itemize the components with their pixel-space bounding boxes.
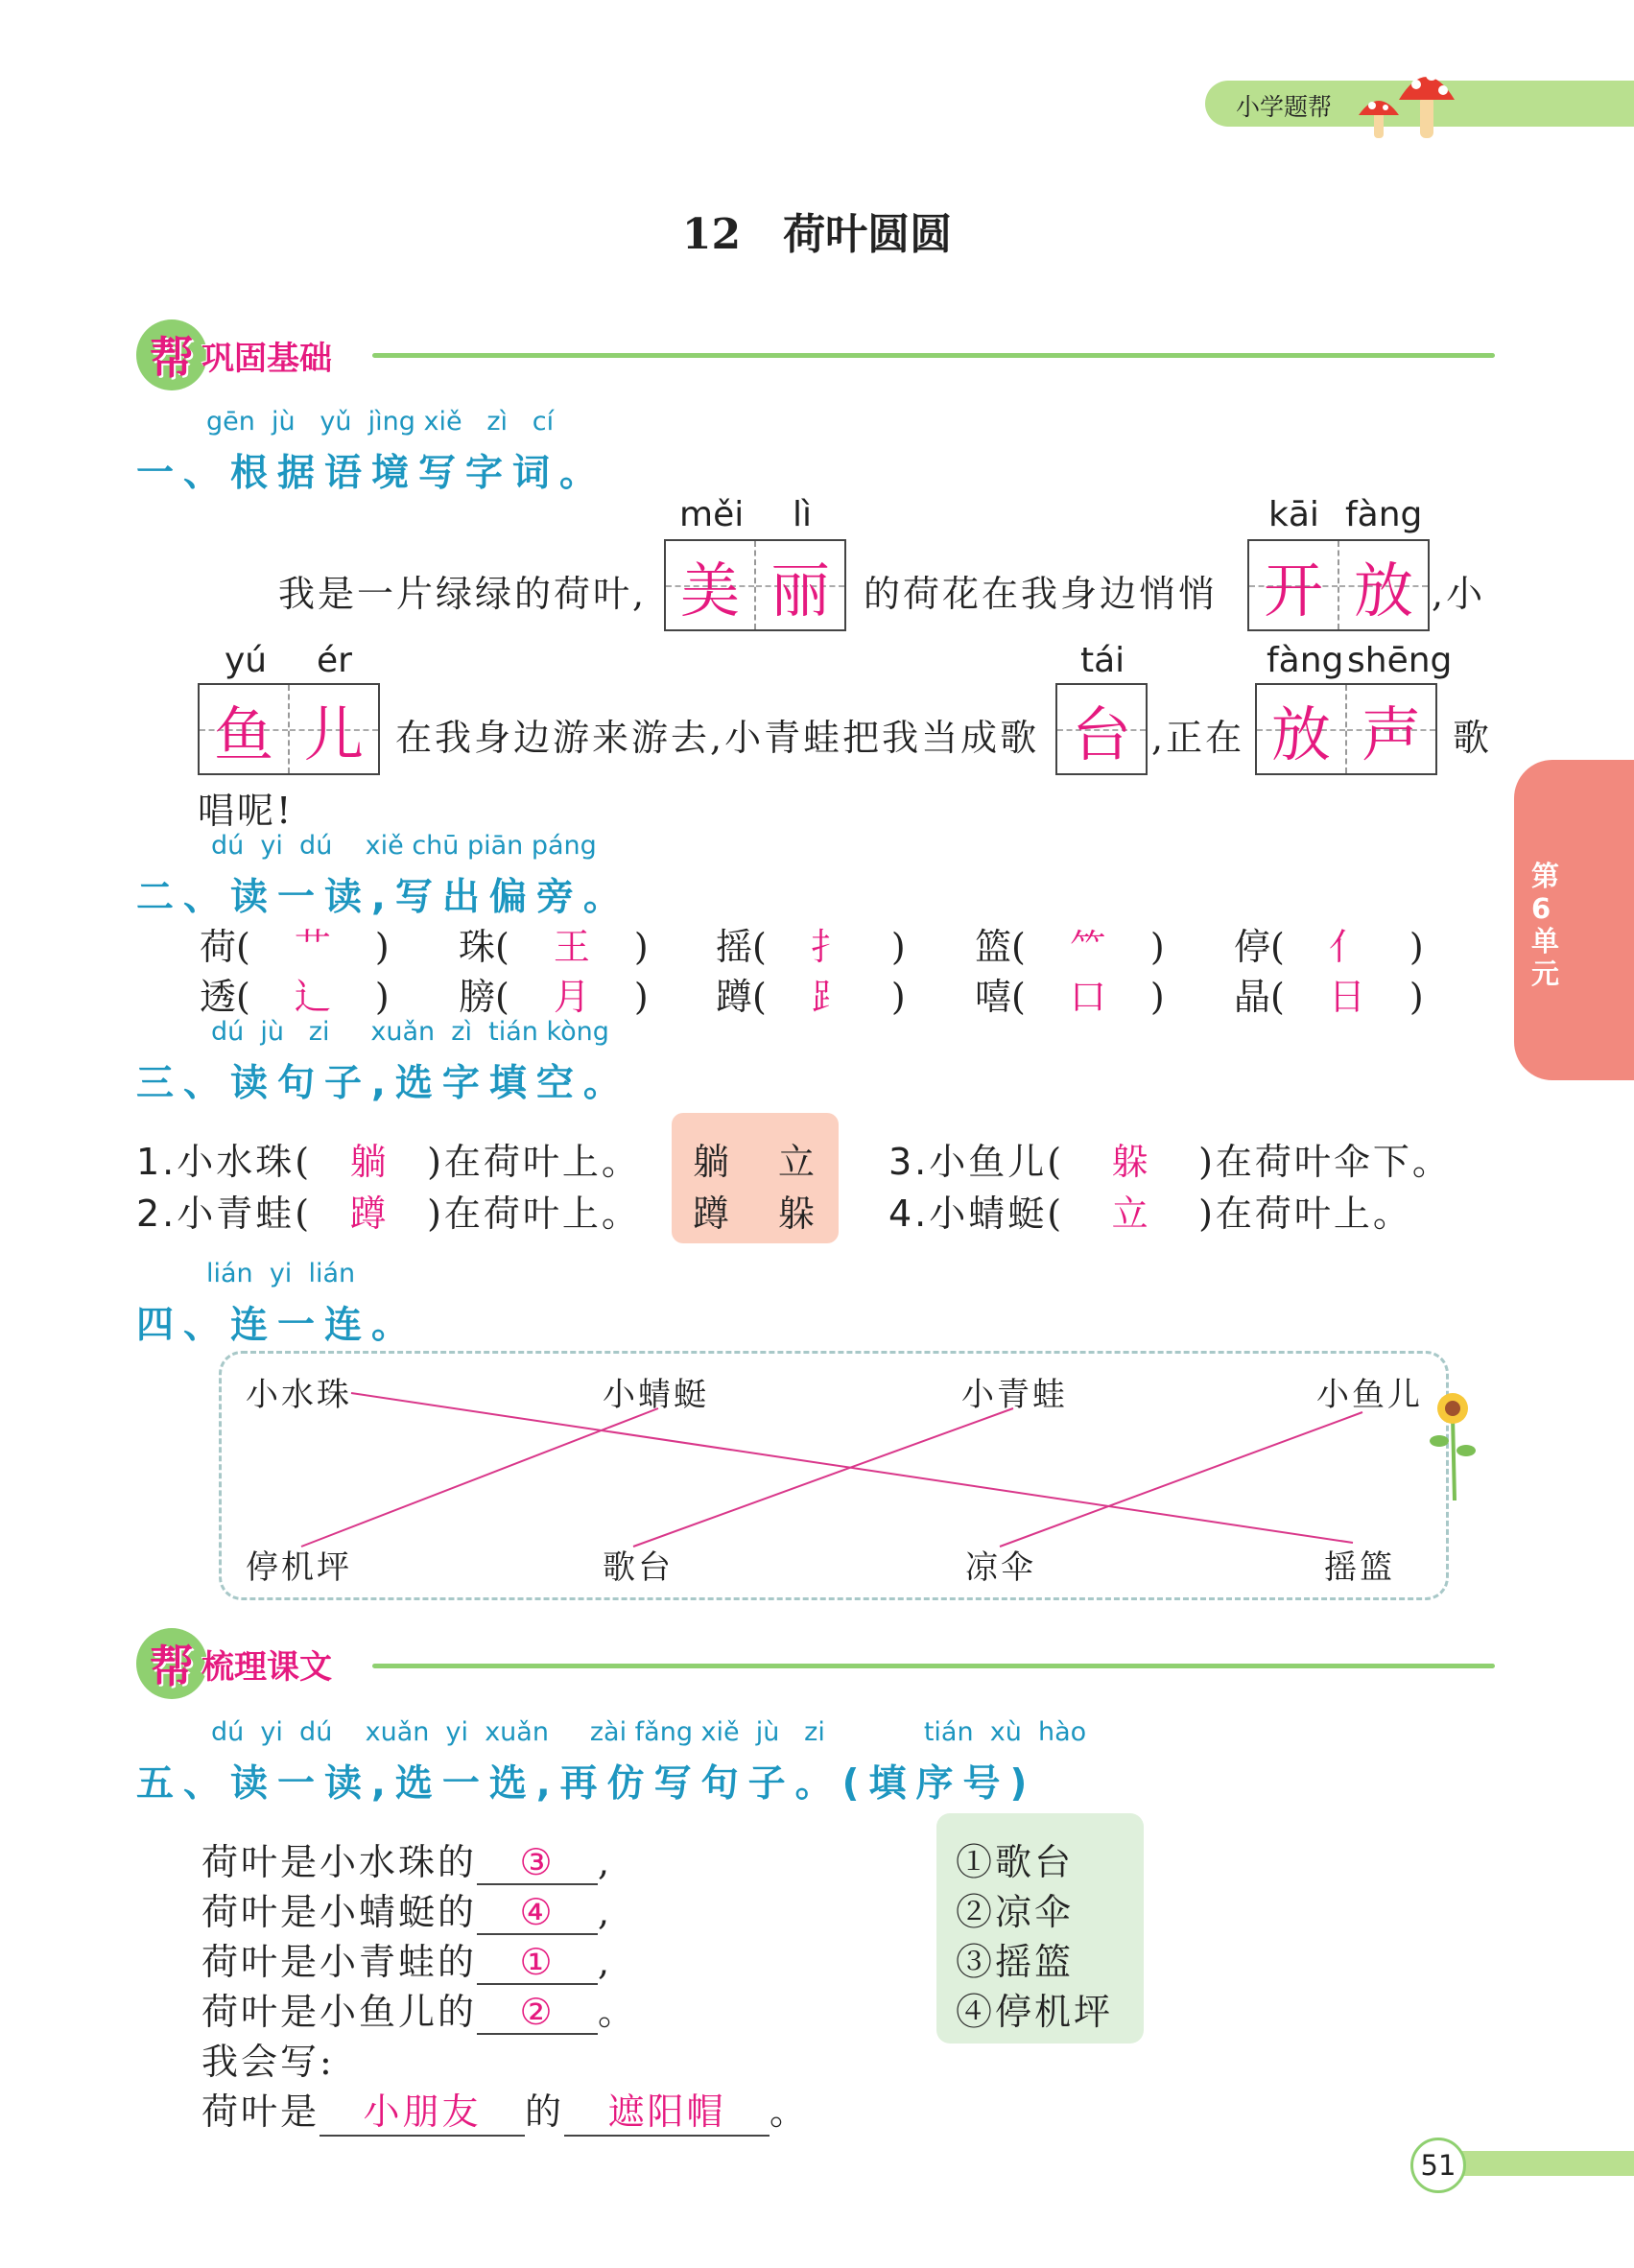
q1-text-3: ,小 bbox=[1432, 573, 1486, 615]
match-bottom-3: 凉伞 bbox=[965, 1548, 1036, 1587]
q1-answer-box-3: 鱼 儿 bbox=[198, 683, 380, 775]
q4-heading: 四、连一连。 bbox=[136, 1304, 419, 1347]
q1-box5-pinyin-2: shēng bbox=[1347, 641, 1453, 680]
q2-heading: 二、读一读,写出偏旁。 bbox=[136, 876, 630, 919]
q3-choice-1: 躺 立 bbox=[693, 1141, 818, 1183]
section-title-1: 巩固基础 bbox=[201, 339, 332, 378]
radical-item: 荷( 艹 ) bbox=[200, 926, 390, 968]
q3-item-2: 2.小青蛙( 蹲 )在荷叶上。 bbox=[136, 1193, 641, 1235]
q1-box1-pinyin-2: lì bbox=[793, 495, 813, 534]
bang-badge: 帮 bbox=[136, 319, 207, 390]
q1-answer-box-2: 开 放 bbox=[1247, 539, 1430, 631]
q5-option-4: ④停机坪 bbox=[956, 1991, 1114, 2033]
match-top-4: 小鱼儿 bbox=[1316, 1376, 1423, 1414]
section-divider-2 bbox=[372, 1664, 1495, 1668]
q1-box3-pinyin-2: ér bbox=[317, 641, 352, 680]
match-top-3: 小青蛙 bbox=[961, 1376, 1068, 1414]
radical-item: 膀( 月 ) bbox=[459, 976, 649, 1018]
q5-line-2: 荷叶是小蜻蜓的 ④ , bbox=[201, 1891, 613, 1933]
q1-box2-pinyin-1: kāi bbox=[1268, 495, 1319, 534]
q1-text-7: 唱呢! bbox=[198, 790, 295, 832]
q4-pinyin: lián yi lián bbox=[206, 1259, 356, 1288]
radical-item: 晶( 日 ) bbox=[1234, 976, 1424, 1018]
sunflower-icon bbox=[1426, 1387, 1483, 1502]
radical-item: 篮( ⺮ ) bbox=[975, 926, 1165, 968]
q5-pinyin: dú yi dú xuǎn yi xuǎn zài fǎng xiě jù zi tián xù hào bbox=[211, 1717, 1087, 1747]
q1-answer-box-5: 放 声 bbox=[1255, 683, 1437, 775]
q1-box1-pinyin-1: měi bbox=[679, 495, 745, 534]
bang-badge: 帮 bbox=[136, 1628, 207, 1699]
section-title-2: 梳理课文 bbox=[201, 1647, 332, 1687]
q3-choice-2: 蹲 躲 bbox=[693, 1193, 818, 1235]
match-bottom-4: 摇篮 bbox=[1324, 1548, 1395, 1587]
q1-text-5: ,正在 bbox=[1151, 717, 1245, 759]
q1-answer-box-1: 美 丽 bbox=[664, 539, 846, 631]
q5-option-2: ②凉伞 bbox=[956, 1891, 1075, 1933]
radical-item: 蹲( ⻊ ) bbox=[716, 976, 906, 1018]
q5-line-1: 荷叶是小水珠的 ③ , bbox=[201, 1841, 613, 1883]
match-bottom-1: 停机坪 bbox=[246, 1548, 352, 1587]
q1-text-1: 我是一片绿绿的荷叶, bbox=[278, 573, 648, 615]
match-bottom-2: 歌台 bbox=[603, 1548, 674, 1587]
radical-item: 珠( 王 ) bbox=[459, 926, 649, 968]
radical-item: 透( 辶 ) bbox=[200, 976, 390, 1018]
q3-item-3: 3.小鱼儿( 躲 )在荷叶伞下。 bbox=[888, 1141, 1452, 1183]
match-top-2: 小蜻蜓 bbox=[603, 1376, 709, 1414]
q1-text-6: 歌 bbox=[1453, 717, 1493, 759]
radical-item: 停( 亻 ) bbox=[1234, 926, 1424, 968]
q1-answer-box-4: 台 bbox=[1055, 683, 1148, 775]
q5-write-line: 荷叶是 小朋友 的 遮阳帽 。 bbox=[201, 2082, 809, 2137]
q5-line-3: 荷叶是小青蛙的 ① , bbox=[201, 1941, 613, 1983]
q3-item-1: 1.小水珠( 躺 )在荷叶上。 bbox=[136, 1141, 641, 1183]
radical-item: 嘻( 口 ) bbox=[975, 976, 1165, 1018]
q1-box5-pinyin-1: fàng bbox=[1267, 641, 1344, 680]
match-top-1: 小水珠 bbox=[246, 1376, 352, 1414]
unit-side-tab-label: 第6单元 bbox=[1531, 860, 1560, 990]
q1-pinyin: gēn jù yǔ jìng xiě zì cí bbox=[206, 407, 555, 437]
q1-text-4: 在我身边游来游去,小青蛙把我当成歌 bbox=[395, 717, 1040, 759]
radical-item: 摇( 扌 ) bbox=[716, 926, 906, 968]
q5-option-1: ①歌台 bbox=[956, 1841, 1075, 1883]
lesson-number: 12 bbox=[681, 210, 742, 259]
q5-line-4: 荷叶是小鱼儿的 ② 。 bbox=[201, 1991, 638, 2033]
lesson-title: 荷叶圆圆 bbox=[783, 210, 953, 259]
q1-heading: 一、根据语境写字词。 bbox=[136, 452, 607, 495]
q3-item-4: 4.小蜻蜓( 立 )在荷叶上。 bbox=[888, 1193, 1412, 1235]
page-number: 51 bbox=[1410, 2138, 1466, 2193]
q3-pinyin: dú jù zi xuǎn zì tián kòng bbox=[211, 1017, 609, 1047]
q1-box2-pinyin-2: fàng bbox=[1345, 495, 1423, 534]
q3-heading: 三、读句子,选字填空。 bbox=[136, 1062, 630, 1105]
q5-write-label: 我会写: bbox=[201, 2041, 335, 2083]
header-tag-label: 小学题帮 bbox=[1236, 93, 1333, 121]
q5-option-3: ③摇篮 bbox=[956, 1941, 1075, 1983]
q2-pinyin: dú yi dú xiě chū piān páng bbox=[211, 831, 597, 861]
unit-side-tab bbox=[1514, 760, 1634, 1080]
q1-box4-pinyin-1: tái bbox=[1080, 641, 1125, 680]
section-banner-2 bbox=[136, 1625, 332, 1702]
q1-box3-pinyin-1: yú bbox=[225, 641, 268, 680]
q5-heading: 五、读一读,选一选,再仿写句子。(填序号) bbox=[136, 1762, 1037, 1806]
q1-text-2: 的荷花在我身边悄悄 bbox=[864, 573, 1219, 615]
